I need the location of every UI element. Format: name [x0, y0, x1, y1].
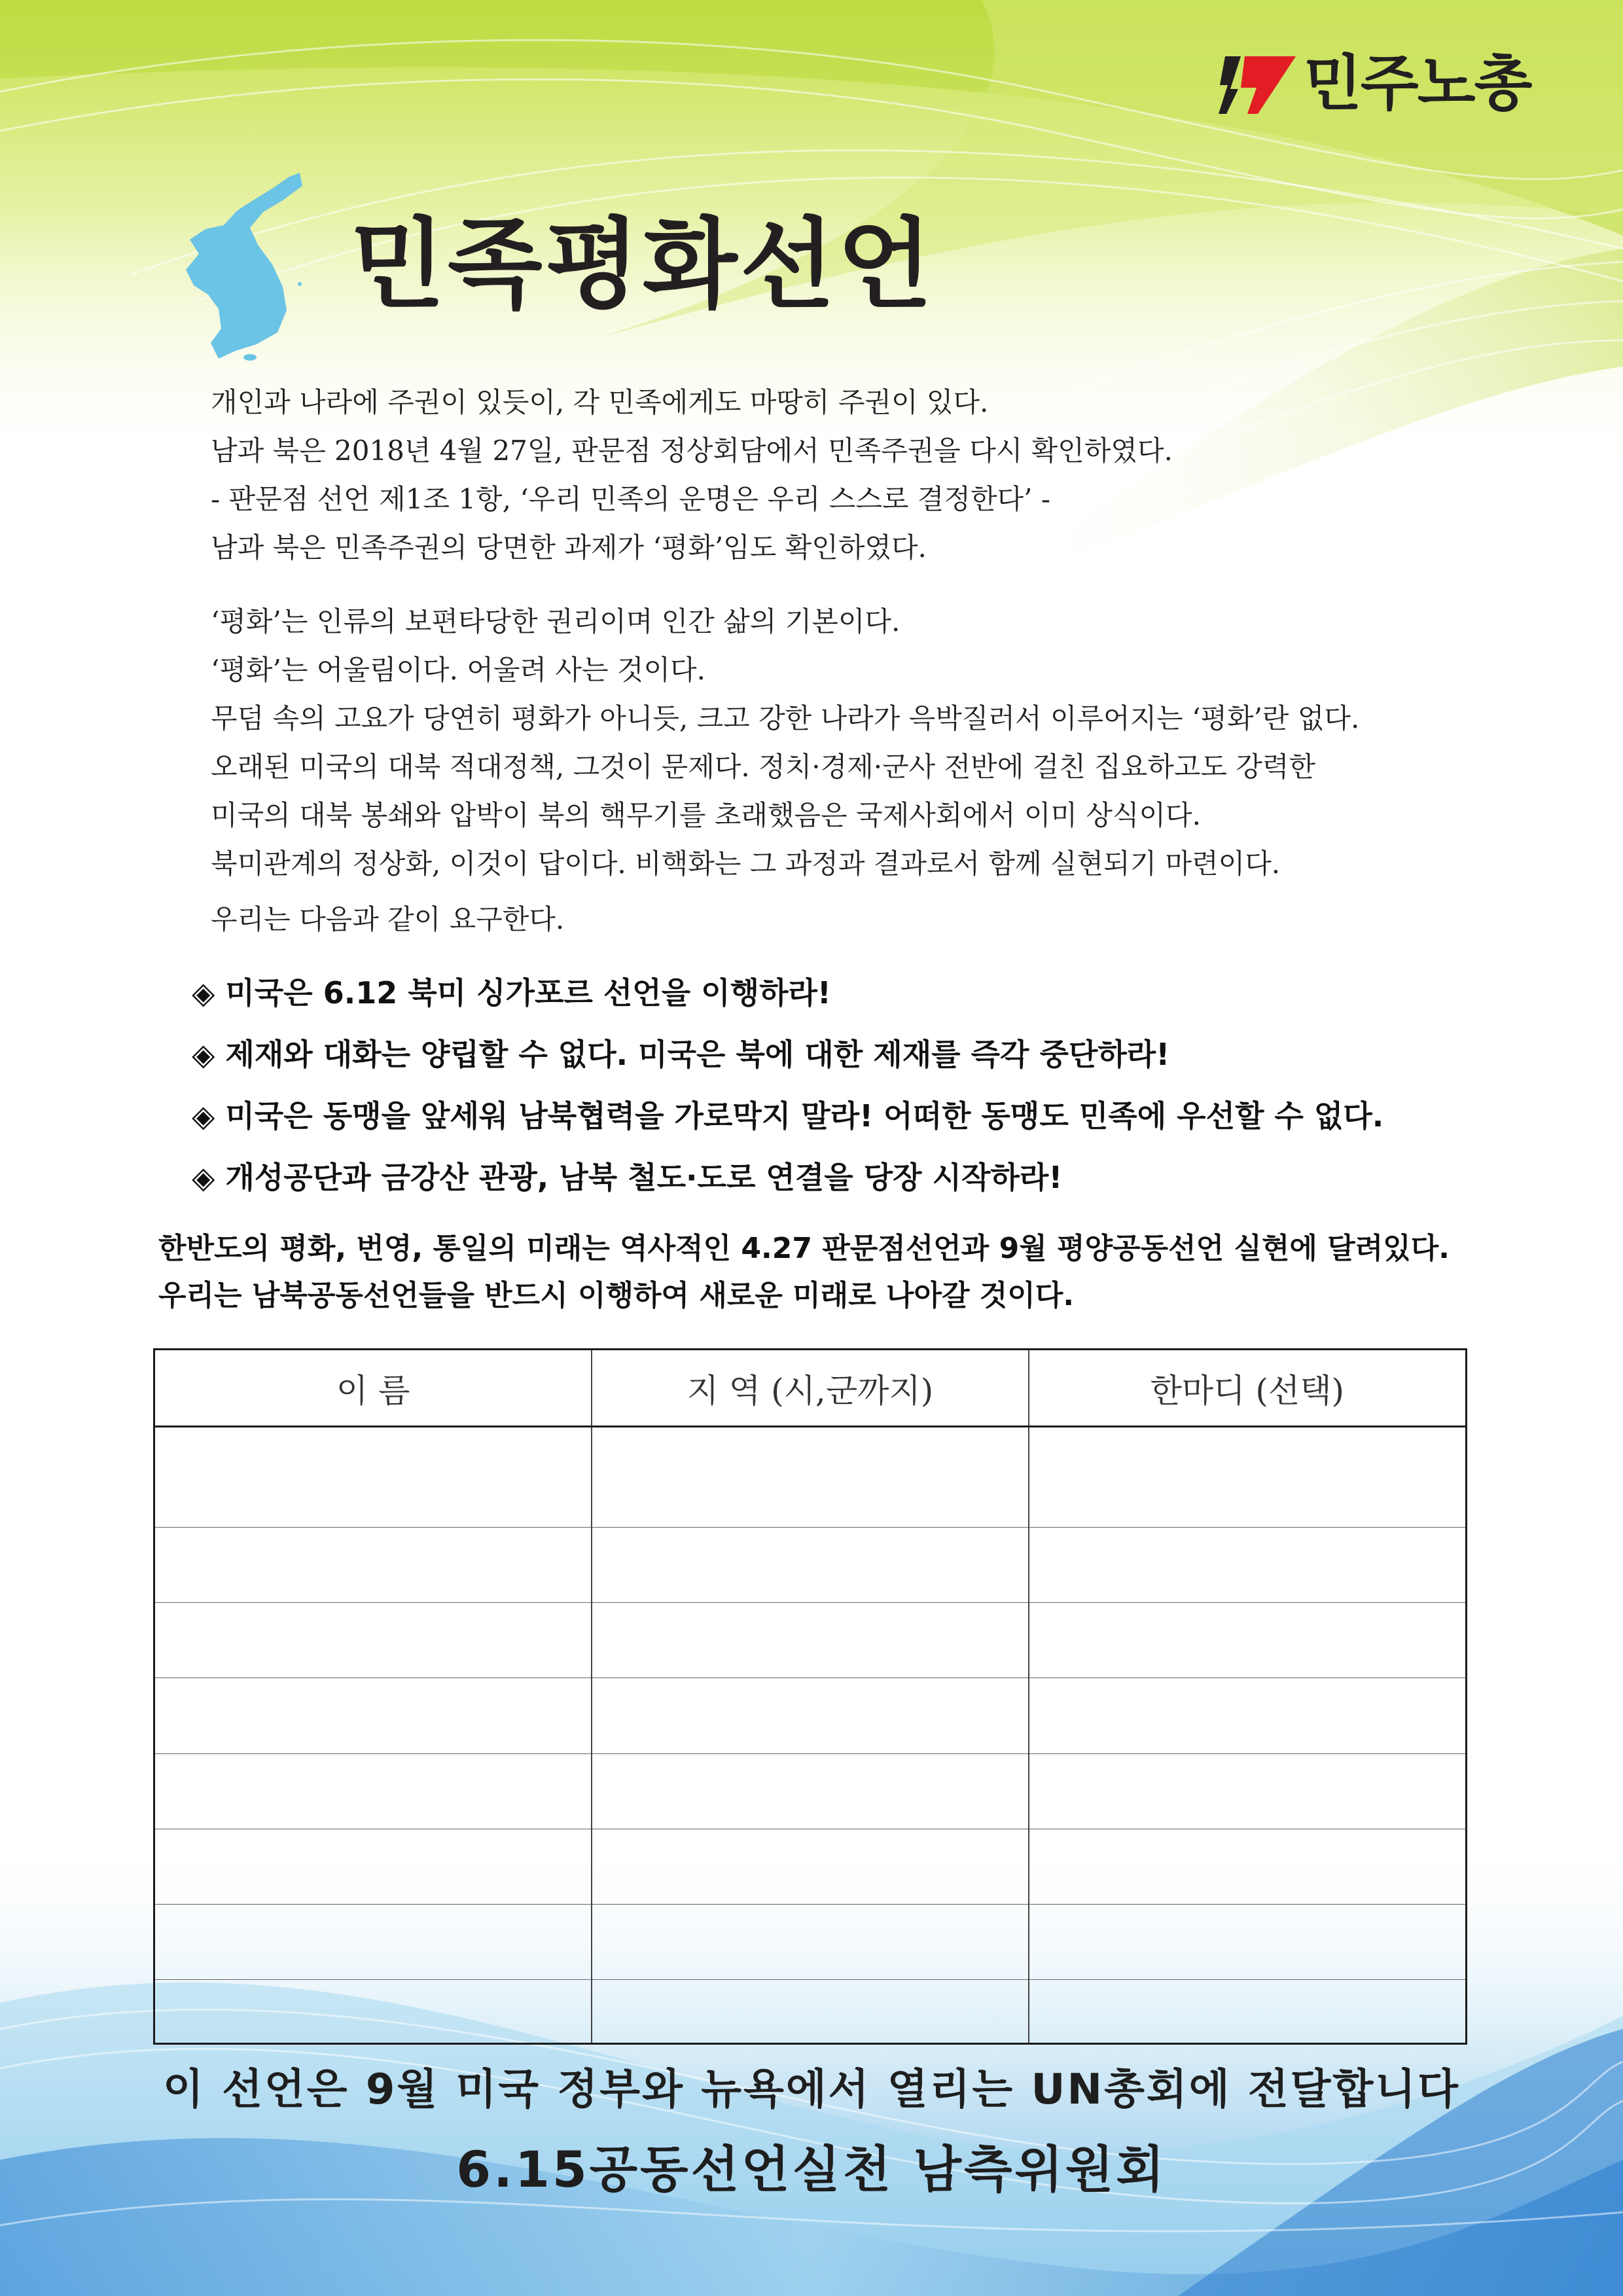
region-cell[interactable] — [592, 1427, 1028, 1528]
demand-item: ◈ 미국은 동맹을 앞세워 남북협력을 가로막지 말라! 어떠한 동맹도 민족에 우선할 수 없다. — [192, 1098, 1384, 1134]
region-cell[interactable] — [592, 1602, 1028, 1677]
text-line: 우리는 남북공동선언들을 반드시 이행하여 새로운 미래로 나아갈 것이다. — [158, 1279, 1075, 1312]
text-line: - 판문점 선언 제1조 1항, ‘우리 민족의 운명은 우리 스스로 결정한다’ - — [211, 483, 1051, 515]
region-cell[interactable] — [592, 1980, 1028, 2043]
text-line: 미국의 대북 봉쇄와 압박이 북의 핵무기를 초래했음은 국제사회에서 이미 상식이다. — [211, 799, 1201, 831]
comment-cell[interactable] — [1029, 1527, 1465, 1602]
region-cell[interactable] — [592, 1905, 1028, 1980]
region-cell[interactable] — [592, 1527, 1028, 1602]
text-line: ‘평화’는 인류의 보편타당한 권리이며 인간 삶의 기본이다. — [211, 605, 901, 637]
text-line: 남과 북은 2018년 4월 27일, 판문점 정상회담에서 민족주권을 다시 확인하였다. — [211, 435, 1173, 467]
column-header-region: 지 역 (시,군까지) — [592, 1350, 1028, 1427]
organizer-name: 6.15공동선언실천 남측위원회 — [456, 2140, 1167, 2198]
text-line: 한반도의 평화, 번영, 통일의 미래는 역사적인 4.27 판문점선언과 9월 평양공동선언 실현에 달려있다. — [158, 1232, 1450, 1265]
text-line: 남과 북은 민족주권의 당면한 과제가 ‘평화’임도 확인하였다. — [211, 531, 927, 564]
name-cell[interactable] — [155, 1905, 592, 1980]
comment-cell[interactable] — [1029, 1678, 1465, 1753]
comment-cell[interactable] — [1029, 1980, 1465, 2043]
delivery-notice: 이 선언은 9월 미국 정부와 뉴욕에서 열리는 UN총회에 전달합니다 — [163, 2066, 1460, 2114]
text-line: 개인과 나라에 주권이 있듯이, 각 민족에게도 마땅히 주권이 있다. — [211, 386, 989, 418]
region-cell[interactable] — [592, 1678, 1028, 1753]
demand-item: ◈ 개성공단과 금강산 관광, 남북 철도·도로 연결을 당장 시작하라! — [192, 1160, 1063, 1195]
korean-peninsula-map-icon — [185, 171, 309, 361]
comment-cell[interactable] — [1029, 1427, 1465, 1528]
region-cell[interactable] — [592, 1829, 1028, 1904]
kctu-logo — [1219, 48, 1539, 118]
logo-mark-icon — [1219, 51, 1296, 117]
comment-cell[interactable] — [1029, 1753, 1465, 1829]
name-cell[interactable] — [155, 1829, 592, 1904]
intro-paragraph — [211, 378, 1173, 572]
comment-cell[interactable] — [1029, 1905, 1465, 1980]
page-title: 민족평화선언 — [350, 208, 935, 322]
table-row — [155, 1427, 1465, 1528]
name-cell[interactable] — [155, 1980, 592, 2043]
text-line: 오래된 미국의 대북 적대정책, 그것이 문제다. 정치·경제·군사 전반에 걸친 집요하고도 강력한 — [211, 751, 1316, 783]
name-cell[interactable] — [155, 1753, 592, 1829]
text-line: 무덤 속의 고요가 당연히 평화가 아니듯, 크고 강한 나라가 윽박질러서 이루어지는 ‘평화’란 없다. — [211, 702, 1360, 734]
table-header-row — [155, 1350, 1465, 1427]
name-cell[interactable] — [155, 1678, 592, 1753]
name-cell[interactable] — [155, 1527, 592, 1602]
table-row — [155, 1678, 1465, 1753]
signature-table — [153, 1348, 1467, 2045]
demand-intro — [211, 895, 564, 944]
column-header-name: 이 름 — [155, 1350, 592, 1427]
column-header-comment: 한마디 (선택) — [1029, 1350, 1465, 1427]
demand-item: ◈ 제재와 대화는 양립할 수 없다. 미국은 북에 대한 제재를 즉각 중단하라! — [192, 1037, 1170, 1072]
comment-cell[interactable] — [1029, 1829, 1465, 1904]
table-row — [155, 1602, 1465, 1677]
text-line: 우리는 다음과 같이 요구한다. — [211, 903, 565, 935]
table-row — [155, 1980, 1465, 2043]
table-row — [155, 1527, 1465, 1602]
region-cell[interactable] — [592, 1753, 1028, 1829]
comment-cell[interactable] — [1029, 1602, 1465, 1677]
closing-statement — [158, 1225, 1450, 1319]
table-row — [155, 1753, 1465, 1829]
table-row — [155, 1905, 1465, 1980]
body-paragraph — [211, 598, 1359, 888]
name-cell[interactable] — [155, 1427, 592, 1528]
table-row — [155, 1829, 1465, 1904]
text-line: 북미관계의 정상화, 이것이 답이다. 비핵화는 그 과정과 결과로서 함께 실현되기 마련이다. — [211, 848, 1281, 880]
logo-text: 민주노총 — [1304, 48, 1531, 118]
demand-item: ◈ 미국은 6.12 북미 싱가포르 선언을 이행하라! — [192, 975, 831, 1011]
text-line: ‘평화’는 어울림이다. 어울려 사는 것이다. — [211, 654, 705, 686]
demands-list — [192, 962, 1383, 1208]
name-cell[interactable] — [155, 1602, 592, 1677]
